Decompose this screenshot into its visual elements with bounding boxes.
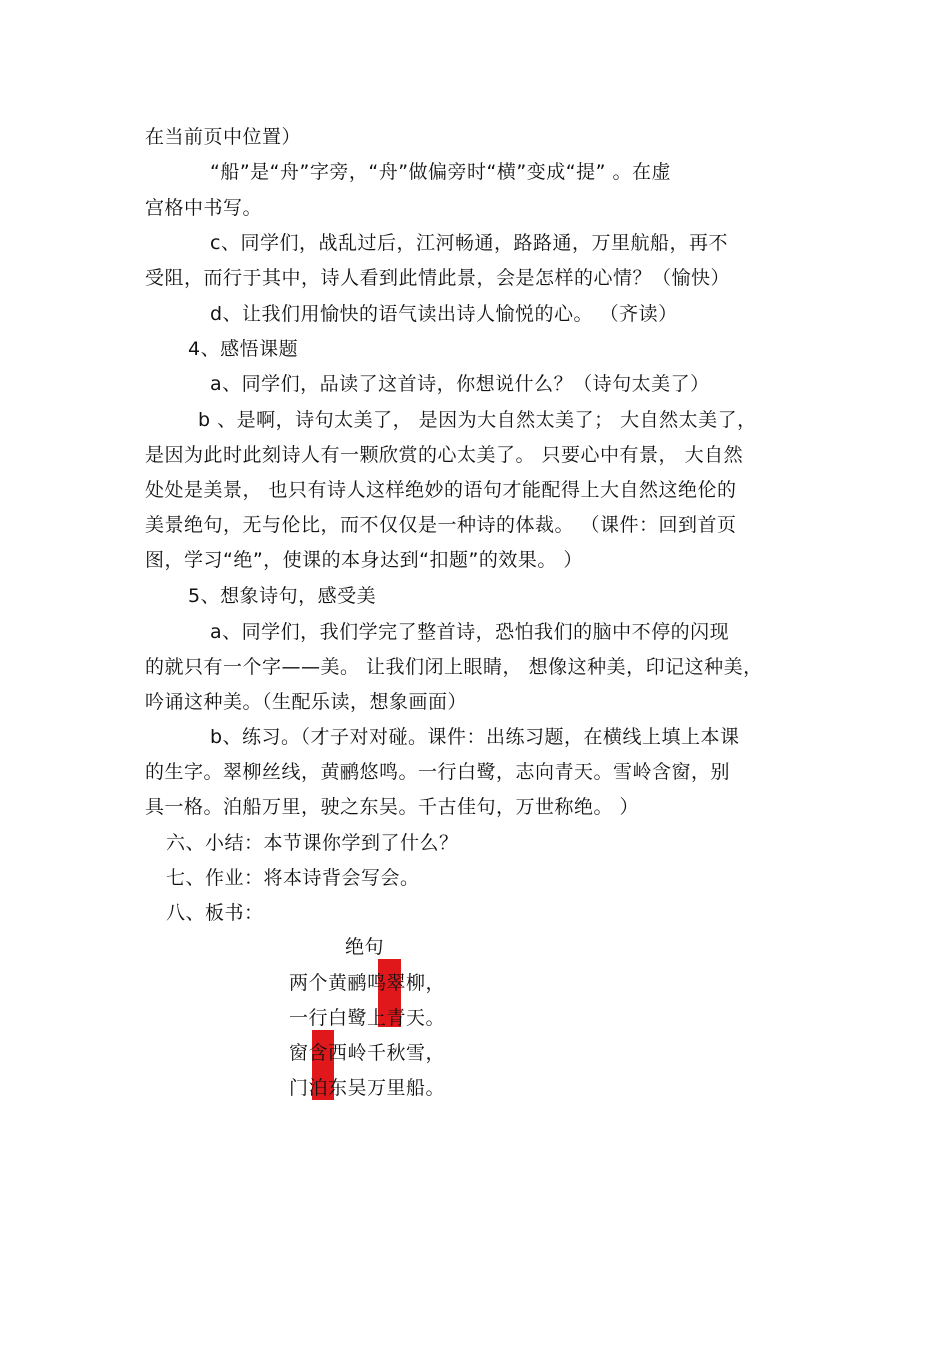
- poem-line: 门泊东吴万里船。: [289, 1077, 446, 1099]
- paragraph-line: 具一格。泊船万里，驶之东吴。千古佳句，万世称绝。 ）: [145, 796, 640, 818]
- section-heading: 5、想象诗句，感受美: [188, 585, 377, 607]
- paragraph-line: 吟诵这种美。（生配乐读，想象画面）: [145, 691, 468, 713]
- paragraph-line: 宫格中书写。: [145, 197, 263, 219]
- poem-line: 一行白鹭上青天。: [289, 1007, 446, 1029]
- paragraph-line: a、同学们，品读了这首诗，你想说什么？（诗句太美了）: [210, 373, 710, 395]
- poem-line: 两个黄鹂鸣翠柳，: [289, 972, 446, 994]
- paragraph-line: b 、是啊，诗句太美了， 是因为大自然太美了； 大自然太美了，: [198, 409, 757, 431]
- section-heading: 六、小结：本节课你学到了什么？: [166, 832, 459, 854]
- paragraph-line: 图，学习“绝”，使课的本身达到“扣题”的效果。 ）: [145, 549, 583, 571]
- paragraph-line: b、练习。（才子对对碰。课件：出练习题，在横线上填上本课: [210, 726, 740, 748]
- section-heading: 七、作业：将本诗背会写会。: [166, 867, 420, 889]
- paragraph-line: 处处是美景， 也只有诗人这样绝妙的语句才能配得上大自然这绝伦的: [145, 479, 737, 501]
- paragraph-line: c、同学们，战乱过后，江河畅通，路路通，万里航船，再不: [210, 232, 728, 254]
- paragraph-line: 美景绝句，无与伦比，而不仅仅是一种诗的体裁。 （课件：回到首页: [145, 514, 737, 536]
- paragraph-line: 是因为此时此刻诗人有一颗欣赏的心太美了。 只要心中有景， 大自然: [145, 444, 744, 466]
- section-heading: 八、板书：: [166, 902, 264, 924]
- board-title: 绝句: [345, 936, 385, 958]
- paragraph-line: “船”是“舟”字旁，“舟”做偏旁时“横”变成“提” 。在虚: [210, 161, 671, 183]
- poem-line: 窗含西岭千秋雪，: [289, 1042, 446, 1064]
- paragraph-line: 的就只有一个字——美。 让我们闭上眼睛， 想像这种美，印记这种美，: [145, 656, 763, 678]
- paragraph-line: 受阻，而行于其中，诗人看到此情此景，会是怎样的心情？（愉快）: [145, 267, 731, 289]
- paragraph-line: 在当前页中位置）: [145, 126, 302, 148]
- section-heading: 4、感悟课题: [188, 338, 299, 360]
- paragraph-line: d、让我们用愉快的语气读出诗人愉悦的心。 （齐读）: [210, 303, 678, 325]
- paragraph-line: 的生字。翠柳丝线，黄鹂悠鸣。一行白鹭，志向青天。雪岭含窗，别: [145, 761, 731, 783]
- paragraph-line: a、同学们，我们学完了整首诗，恐怕我们的脑中不停的闪现: [210, 621, 730, 643]
